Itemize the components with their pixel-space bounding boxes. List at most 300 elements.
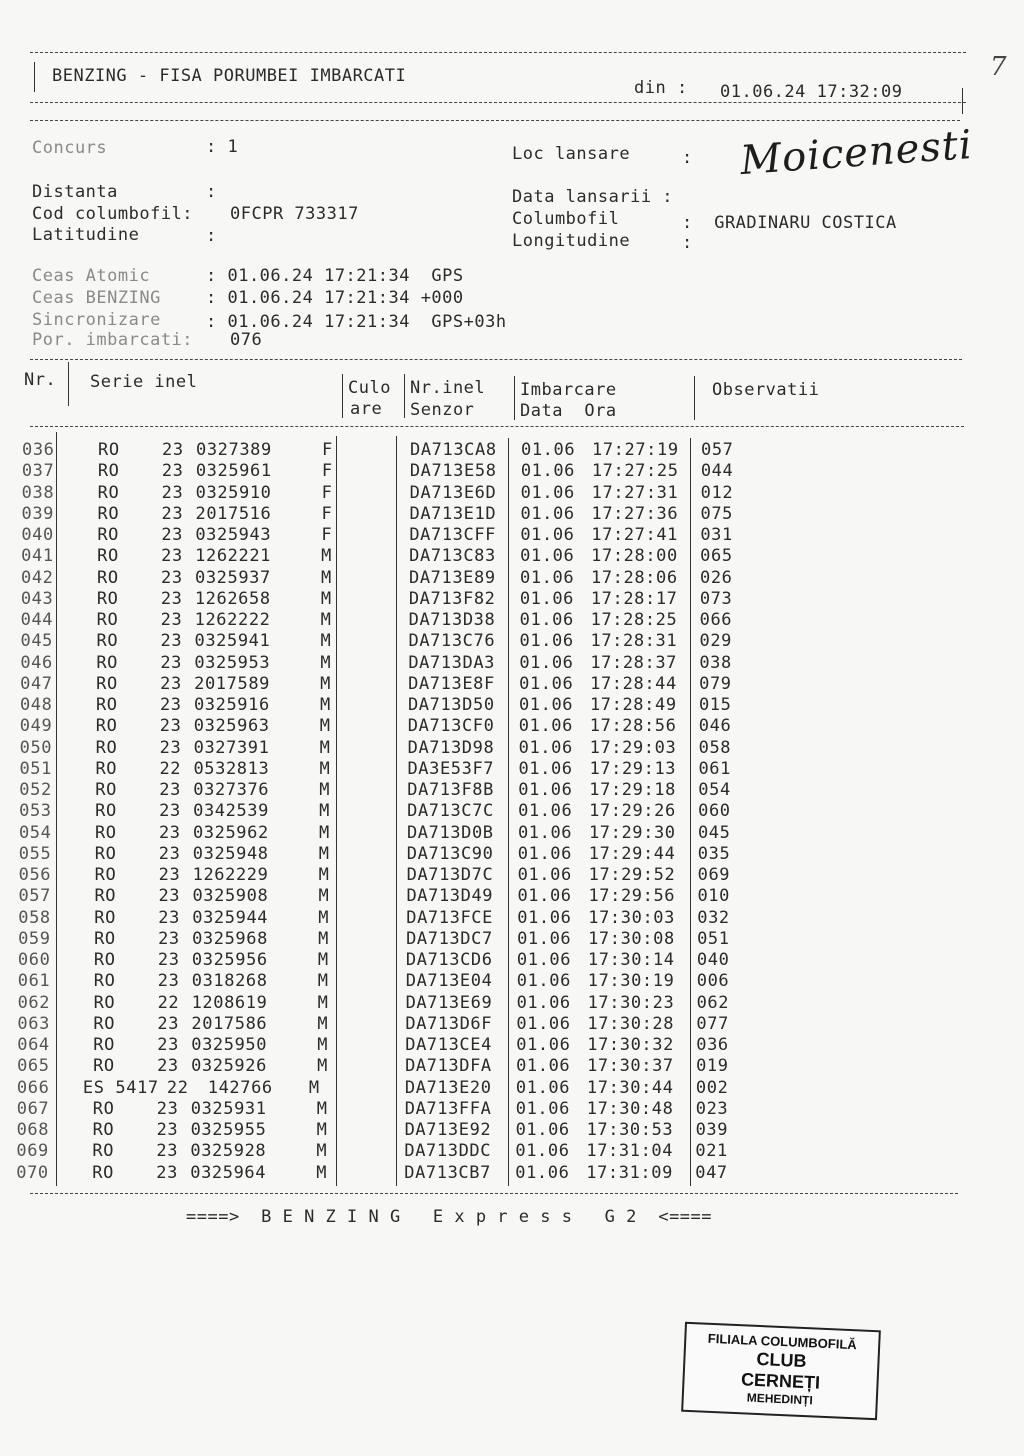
row-nr: 044 <box>20 610 54 630</box>
row-year: 22 <box>157 992 180 1013</box>
row-observatii: 065 <box>700 546 733 567</box>
row-date: 01.06 <box>517 928 572 949</box>
table-row <box>0 1056 1019 1077</box>
row-nr: 048 <box>19 695 53 715</box>
row-sensor: DA713F82 <box>408 588 496 609</box>
row-ring-number: 0325908 <box>192 886 269 907</box>
header-mid-border <box>30 102 966 103</box>
table-row <box>0 950 1020 971</box>
row-sensor: DA713D38 <box>408 610 496 630</box>
row-sensor: DA713DFA <box>405 1056 492 1077</box>
row-sensor: DA713E8F <box>408 673 495 694</box>
row-date: 01.06 <box>521 440 576 460</box>
porumbei-imbarcati-label: Por. imbarcati: <box>32 330 194 350</box>
row-sex: F <box>321 525 333 545</box>
row-nr: 043 <box>20 588 54 609</box>
row-time: 17:30:14 <box>587 950 675 970</box>
row-ring-number: 0325948 <box>192 843 269 864</box>
data-lansarii-label: Data lansarii : <box>512 187 674 207</box>
row-observatii: 031 <box>700 525 733 545</box>
stamp-line-4: MEHEDINȚI <box>746 1390 814 1408</box>
row-sensor: DA3E53F7 <box>407 758 495 779</box>
row-date: 01.06 <box>516 1035 571 1055</box>
row-ring-number: 0342539 <box>193 801 269 822</box>
row-ring-number: 0318268 <box>191 971 268 992</box>
table-row <box>0 780 1021 801</box>
row-sensor: DA713C83 <box>409 546 496 567</box>
row-country: RO <box>92 1120 115 1140</box>
header-right-border <box>962 88 963 114</box>
row-observatii: 066 <box>699 610 733 630</box>
row-year: 23 <box>161 503 184 524</box>
row-country: RO <box>96 673 118 694</box>
row-ring-number: 0325941 <box>194 631 271 652</box>
row-date: 01.06 <box>519 588 574 609</box>
row-year: 23 <box>158 907 180 928</box>
row-time: 17:30:28 <box>587 1013 675 1034</box>
row-sensor: DA713CE4 <box>405 1035 492 1055</box>
table-row <box>0 1163 1018 1184</box>
row-ring-number: 0325953 <box>194 652 271 673</box>
row-observatii: 006 <box>696 971 730 992</box>
row-year: 23 <box>159 737 182 758</box>
row-date: 01.06 <box>516 950 572 970</box>
col-sep-senzor <box>514 376 515 420</box>
row-observatii: 023 <box>695 1098 729 1119</box>
row-observatii: 047 <box>695 1162 728 1183</box>
row-nr: 070 <box>16 1162 49 1183</box>
table-row <box>0 865 1021 886</box>
table-row <box>0 993 1020 1014</box>
row-ring-number: 0325916 <box>193 695 270 715</box>
row-country: RO <box>93 1013 116 1034</box>
row-time: 17:29:03 <box>589 737 677 758</box>
concurs-value: : 1 <box>206 137 239 157</box>
row-nr: 042 <box>20 567 54 588</box>
row-year: 23 <box>159 801 181 822</box>
row-year: 23 <box>161 546 183 567</box>
table-row <box>0 759 1021 780</box>
table-row <box>0 631 1022 652</box>
body-sep-serie <box>336 436 337 1186</box>
row-sex: M <box>321 546 332 567</box>
row-year: 23 <box>161 461 184 482</box>
row-country: RO <box>94 865 117 885</box>
distanta-sep: : <box>206 182 217 202</box>
row-sex: M <box>317 1035 329 1055</box>
row-ring-number: 1262229 <box>192 865 269 885</box>
table-top-border <box>30 359 962 360</box>
row-year: 23 <box>160 610 183 630</box>
table-row <box>0 1078 1019 1099</box>
row-sex: M <box>308 1077 320 1098</box>
row-country: ES 5417 <box>82 1077 159 1098</box>
row-observatii: 079 <box>699 673 732 694</box>
row-sex: M <box>319 801 330 822</box>
row-observatii: 062 <box>696 992 730 1013</box>
header-observatii: Observatii <box>712 380 820 400</box>
row-sensor: DA713C7C <box>407 801 494 822</box>
row-time: 17:28:37 <box>590 652 677 673</box>
row-nr: 066 <box>16 1077 50 1098</box>
row-date: 01.06 <box>515 1098 570 1119</box>
row-sensor: DA713D6F <box>405 1013 493 1034</box>
row-time: 17:28:49 <box>589 695 677 715</box>
table-row <box>0 1035 1019 1056</box>
row-year: 23 <box>160 652 182 673</box>
row-country: RO <box>94 822 117 843</box>
row-sensor: DA713E04 <box>405 971 493 992</box>
col-sep-nr <box>68 362 69 406</box>
table-row <box>0 716 1022 737</box>
table-row <box>0 908 1020 929</box>
row-year: 22 <box>159 758 182 779</box>
row-sex: M <box>320 631 332 652</box>
row-date: 01.06 <box>520 503 575 524</box>
row-sensor: DA713FFA <box>404 1098 492 1119</box>
row-sex: M <box>317 971 329 992</box>
row-ring-number: 0325961 <box>195 461 272 482</box>
row-date: 01.06 <box>519 652 574 673</box>
row-nr: 055 <box>18 843 52 864</box>
row-country: RO <box>93 971 116 992</box>
header-nr-inel-2: Senzor <box>410 400 475 420</box>
row-sensor: DA713D50 <box>407 695 495 715</box>
row-date: 01.06 <box>517 822 573 843</box>
table-row <box>0 653 1022 674</box>
row-nr: 039 <box>21 503 55 524</box>
header-top-border <box>30 52 966 53</box>
row-sensor: DA713C90 <box>406 843 494 864</box>
row-observatii: 029 <box>699 631 732 652</box>
row-date: 01.06 <box>516 1013 571 1034</box>
table-row <box>0 610 1023 631</box>
row-sex: M <box>317 1013 329 1034</box>
row-ring-number: 0325910 <box>195 482 272 503</box>
row-sensor: DA713E92 <box>404 1120 492 1140</box>
longitudine-label: Longitudine <box>512 231 631 251</box>
cod-columbofil-label: Cod columbofil: <box>32 204 194 224</box>
row-country: RO <box>92 1098 115 1119</box>
table-row <box>0 461 1024 482</box>
row-sex: M <box>320 610 332 630</box>
row-nr: 049 <box>19 716 53 737</box>
row-nr: 060 <box>17 950 51 970</box>
row-sensor: DA713F8B <box>407 780 494 800</box>
row-sensor: DA713E69 <box>405 992 493 1013</box>
row-date: 01.06 <box>517 886 572 907</box>
table-row <box>0 1120 1019 1141</box>
row-date: 01.06 <box>518 758 573 779</box>
row-year: 23 <box>160 631 183 652</box>
stamp-line-3: CERNEȚI <box>740 1369 821 1393</box>
sincronizare-value: : 01.06.24 17:21:34 GPS+03h <box>206 312 507 332</box>
row-nr: 050 <box>19 737 53 758</box>
row-sensor: DA713C76 <box>408 631 496 652</box>
page-number-handwritten: 7 <box>990 52 1007 82</box>
row-sex: M <box>318 928 329 949</box>
header-left-border <box>34 62 35 92</box>
table-row <box>0 525 1023 546</box>
row-year: 23 <box>157 1013 180 1034</box>
row-time: 17:29:44 <box>588 843 676 864</box>
row-ring-number: 0532813 <box>193 758 270 779</box>
row-sex: M <box>319 737 331 758</box>
row-date: 01.06 <box>518 695 574 715</box>
row-nr: 061 <box>17 971 51 992</box>
row-country: RO <box>96 652 118 673</box>
row-sensor: DA713DC7 <box>406 928 493 949</box>
row-ring-number: 0325937 <box>194 567 271 588</box>
row-year: 22 <box>166 1077 189 1098</box>
table-row <box>0 844 1021 865</box>
cod-columbofil-value: 0FCPR 733317 <box>230 204 359 224</box>
row-observatii: 073 <box>699 588 733 609</box>
row-sensor: DA713E6D <box>409 482 497 503</box>
row-country: RO <box>97 503 120 524</box>
row-sex: M <box>317 1056 328 1077</box>
header-nr: Nr. <box>24 370 57 390</box>
row-country: RO <box>93 950 116 970</box>
row-sensor: DA713DDC <box>404 1141 492 1162</box>
row-ring-number: 0325962 <box>192 822 269 843</box>
body-sep-senzor <box>508 438 509 1186</box>
row-sensor: DA713D0B <box>406 822 494 843</box>
table-row <box>0 674 1022 695</box>
row-country: RO <box>93 992 116 1013</box>
row-time: 17:31:09 <box>586 1162 673 1183</box>
row-ring-number: 0325963 <box>193 716 270 737</box>
row-year: 23 <box>156 1162 178 1183</box>
stamp-line-1: FILIALA COLUMBOFILĂ <box>707 1330 858 1353</box>
row-country: RO <box>97 461 120 482</box>
row-sensor: DA713E1D <box>409 503 497 524</box>
row-time: 17:29:56 <box>588 886 676 907</box>
row-country: RO <box>98 440 120 460</box>
row-ring-number: 0325926 <box>191 1056 267 1077</box>
row-sensor: DA713CD6 <box>405 950 493 970</box>
row-sex: M <box>319 716 331 737</box>
header-nr-inel-1: Nr.inel <box>410 378 486 398</box>
print-date: 01.06.24 17:32:09 <box>720 82 903 102</box>
row-time: 17:27:31 <box>591 482 679 503</box>
row-sex: M <box>316 1162 328 1183</box>
row-date: 01.06 <box>517 865 572 885</box>
row-sex: M <box>318 865 330 885</box>
row-sensor: DA713CB7 <box>404 1162 491 1183</box>
row-nr: 047 <box>20 673 53 694</box>
body-sep-imbarcare <box>690 438 691 1186</box>
row-ring-number: 0327389 <box>196 440 272 460</box>
row-observatii: 032 <box>697 907 730 928</box>
row-year: 23 <box>160 673 182 694</box>
row-sex: M <box>319 758 331 779</box>
body-sep-nr <box>56 432 57 1186</box>
row-time: 17:30:03 <box>588 907 675 928</box>
table-row <box>0 440 1024 461</box>
row-observatii: 058 <box>698 737 732 758</box>
row-observatii: 040 <box>696 950 730 970</box>
table-row <box>0 886 1020 907</box>
row-date: 01.06 <box>519 673 574 694</box>
row-nr: 057 <box>18 886 51 907</box>
row-sex: F <box>322 440 333 460</box>
row-time: 17:28:06 <box>590 567 678 588</box>
row-nr: 046 <box>20 652 53 673</box>
row-sex: F <box>321 482 333 503</box>
row-date: 01.06 <box>518 716 573 737</box>
row-ring-number: 1262221 <box>195 546 272 567</box>
row-country: RO <box>95 695 118 715</box>
row-sensor: DA713CA8 <box>410 440 497 460</box>
row-ring-number: 1262658 <box>194 588 271 609</box>
row-nr: 051 <box>19 758 52 779</box>
row-sensor: DA713D49 <box>406 886 494 907</box>
header-imbarcare-1: Imbarcare <box>520 380 617 400</box>
row-nr: 062 <box>17 992 51 1013</box>
row-date: 01.06 <box>516 992 571 1013</box>
row-date: 01.06 <box>515 1120 570 1140</box>
row-year: 23 <box>158 928 180 949</box>
row-country: RO <box>94 907 116 928</box>
row-date: 01.06 <box>517 907 572 928</box>
row-nr: 052 <box>19 780 52 800</box>
row-date: 01.06 <box>515 1141 570 1162</box>
row-country: RO <box>93 1035 115 1055</box>
row-sex: M <box>316 1141 328 1162</box>
row-year: 23 <box>161 525 183 545</box>
row-nr: 058 <box>18 907 51 928</box>
row-time: 17:30:08 <box>588 928 675 949</box>
date-label: din : <box>634 78 688 98</box>
row-sex: M <box>318 886 330 907</box>
row-ring-number: 2017589 <box>194 673 270 694</box>
row-country: RO <box>96 610 119 630</box>
sincronizare-label: Sincronizare <box>32 310 161 330</box>
row-nr: 037 <box>21 461 55 482</box>
row-country: RO <box>95 801 117 822</box>
table-row <box>0 695 1022 716</box>
row-date: 01.06 <box>516 1056 571 1077</box>
row-time: 17:28:17 <box>590 588 678 609</box>
header-bottom-border <box>30 120 960 121</box>
row-nr: 040 <box>21 525 54 545</box>
table-bottom-border <box>30 1193 958 1194</box>
row-sex: M <box>316 1098 328 1119</box>
row-sensor: DA713E89 <box>408 567 496 588</box>
row-date: 01.06 <box>520 525 575 545</box>
row-country: RO <box>97 546 119 567</box>
row-observatii: 035 <box>697 843 731 864</box>
columbofil-label: Columbofil <box>512 209 620 229</box>
table-row <box>0 1141 1018 1162</box>
concurs-label: Concurs <box>32 138 108 158</box>
row-nr: 067 <box>16 1098 50 1119</box>
row-observatii: 015 <box>698 695 732 715</box>
row-time: 17:28:44 <box>590 673 677 694</box>
row-time: 17:31:04 <box>586 1141 674 1162</box>
row-year: 23 <box>156 1141 179 1162</box>
row-country: RO <box>94 886 117 907</box>
row-date: 01.06 <box>515 1077 571 1098</box>
row-country: RO <box>95 758 118 779</box>
row-year: 23 <box>157 1056 179 1077</box>
row-year: 23 <box>157 1035 179 1055</box>
loc-lansare-label: Loc lansare <box>512 144 631 164</box>
row-time: 17:29:52 <box>588 865 676 885</box>
row-country: RO <box>95 737 118 758</box>
row-observatii: 036 <box>696 1035 729 1055</box>
row-observatii: 044 <box>700 461 734 482</box>
row-sex: M <box>316 1120 328 1140</box>
row-year: 23 <box>158 886 181 907</box>
row-country: RO <box>94 928 116 949</box>
row-observatii: 038 <box>699 652 732 673</box>
row-date: 01.06 <box>520 546 575 567</box>
row-nr: 038 <box>21 482 55 503</box>
table-header-bottom-border <box>30 426 964 427</box>
row-year: 23 <box>159 695 182 715</box>
table-row <box>0 1014 1019 1035</box>
header-culoare-2: are <box>350 399 383 419</box>
row-time: 17:30:48 <box>586 1098 674 1119</box>
document-title: BENZING - FISA PORUMBEI IMBARCATI <box>52 66 407 86</box>
row-year: 23 <box>156 1098 179 1119</box>
row-sex: F <box>321 503 333 524</box>
row-ring-number: 0325943 <box>195 525 272 545</box>
row-observatii: 060 <box>698 801 731 822</box>
table-row <box>0 801 1021 822</box>
row-ring-number: 0325944 <box>192 907 269 928</box>
loc-lansare-handwritten: Moicenesti <box>738 121 975 185</box>
row-date: 01.06 <box>520 482 575 503</box>
row-year: 23 <box>158 822 181 843</box>
row-nr: 068 <box>16 1120 50 1140</box>
row-ring-number: 0325968 <box>192 928 268 949</box>
row-nr: 059 <box>18 928 51 949</box>
row-observatii: 069 <box>697 865 731 885</box>
row-time: 17:30:23 <box>587 992 675 1013</box>
row-sex: F <box>321 461 333 482</box>
row-sensor: DA713E58 <box>409 461 497 482</box>
row-time: 17:29:26 <box>589 801 676 822</box>
row-time: 17:29:30 <box>588 822 676 843</box>
row-country: RO <box>96 631 119 652</box>
row-country: RO <box>95 716 118 737</box>
table-row <box>0 1099 1019 1120</box>
row-time: 17:30:53 <box>586 1120 674 1140</box>
table-row <box>0 823 1021 844</box>
row-country: RO <box>92 1162 114 1183</box>
row-observatii: 039 <box>695 1120 729 1140</box>
row-ring-number: 1262222 <box>194 610 271 630</box>
header-imbarcare-2: Data Ora <box>520 401 617 421</box>
row-sex: M <box>317 950 329 970</box>
longitudine-sep: : <box>682 233 693 253</box>
row-year: 23 <box>160 588 183 609</box>
row-date: 01.06 <box>517 843 572 864</box>
row-observatii: 002 <box>695 1077 729 1098</box>
row-sensor: DA713DA3 <box>408 652 495 673</box>
row-ring-number: 0327391 <box>193 737 270 758</box>
row-sex: M <box>319 780 331 800</box>
row-ring-number: 0325955 <box>190 1120 267 1140</box>
row-ring-number: 2017516 <box>195 503 272 524</box>
row-time: 17:29:18 <box>589 780 676 800</box>
row-nr: 065 <box>17 1056 50 1077</box>
row-sex: M <box>320 673 331 694</box>
row-date: 01.06 <box>515 1162 570 1183</box>
